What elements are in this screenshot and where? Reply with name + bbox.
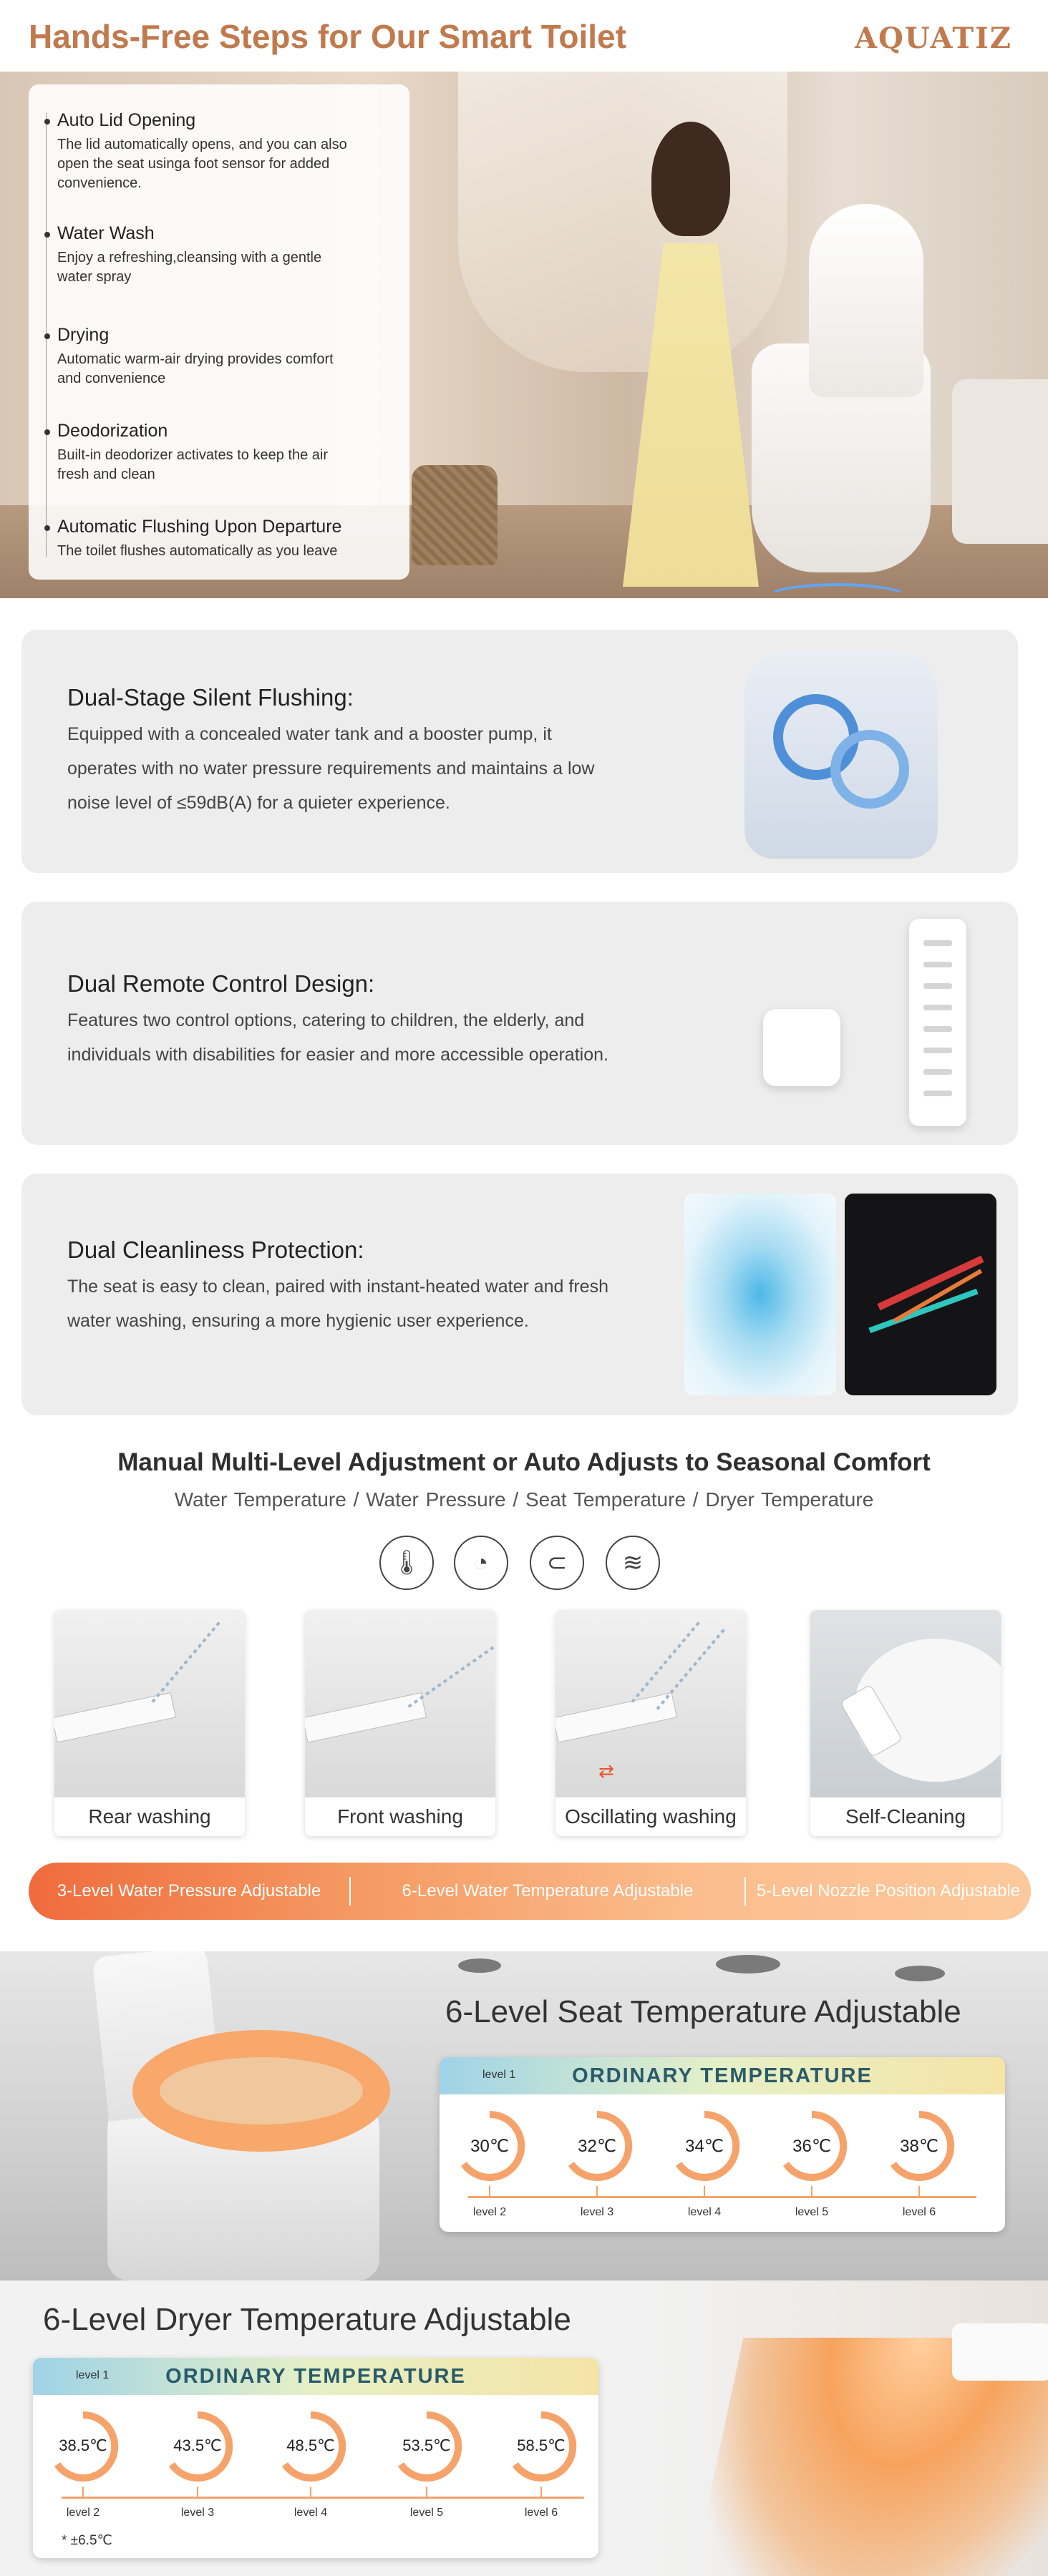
page-header <box>0 0 1048 72</box>
axis-tick <box>310 2487 311 2497</box>
axis-tick <box>426 2487 427 2497</box>
dryer-temperature-section <box>0 2280 1048 2576</box>
axis-tick <box>596 2186 598 2196</box>
level-label: level 2 <box>66 2507 100 2519</box>
pressure-gauge-icon: ◔ <box>454 1536 508 1590</box>
step-title: Drying <box>57 325 110 345</box>
basket-decoration <box>412 465 498 565</box>
step-deodorization <box>57 421 379 484</box>
temperature-value: 53.5℃ <box>402 2436 451 2454</box>
oscillating-wash-image <box>555 1610 746 1797</box>
remote-button <box>923 940 952 946</box>
wash-mode-label: Oscillating washing <box>565 1805 737 1828</box>
bullet-icon <box>44 232 50 238</box>
self-cleaning-image <box>810 1610 1001 1797</box>
temperature-value: 48.5℃ <box>286 2436 335 2454</box>
adjustment-feature-bar <box>29 1863 1031 1920</box>
oscillate-arrows-icon: ⇄ <box>598 1760 614 1782</box>
adjustment-title: Manual Multi-Level Adjustment or Auto Adjusts to Seasonal Comfort <box>117 1448 931 1476</box>
thermometer-drop-icon: 🌡 <box>379 1536 434 1590</box>
level-1-label: level 1 <box>482 2069 516 2081</box>
level-1-label: level 1 <box>76 2369 110 2381</box>
hands-free-steps-panel <box>29 84 409 580</box>
wash-mode-label: Self-Cleaning <box>845 1805 966 1828</box>
card-title: Dual Remote Control Design: <box>67 970 375 997</box>
seat-temperature-title: 6-Level Seat Temperature Adjustable <box>445 1994 961 2029</box>
seat-gauge-level-3 <box>561 2110 633 2182</box>
rock-decoration <box>895 1966 945 1981</box>
water-tank-image <box>744 651 938 859</box>
remote-button <box>923 1048 952 1053</box>
bullet-icon <box>44 333 50 339</box>
temperature-card-header <box>33 2358 598 2395</box>
spray-shape <box>654 1629 724 1712</box>
card-cleanliness <box>21 1174 1018 1415</box>
step-description: The lid automatically opens, and you can also open the seat usinga foot sensor for added convenience. <box>57 137 347 191</box>
card-description: Features two control options, catering to children, the elderly, and individuals with disabilities for easier and more accessible operation. <box>67 1010 608 1065</box>
level-label: level 5 <box>795 2206 829 2218</box>
bullet-icon <box>44 119 50 125</box>
window-decoration <box>458 72 787 372</box>
wall-remote-image <box>763 1009 840 1086</box>
temperature-value: 43.5℃ <box>173 2436 222 2454</box>
temperature-value: 58.5℃ <box>517 2436 566 2454</box>
seat-gauge-level-6 <box>883 2110 955 2182</box>
dryer-gauge-level-2 <box>47 2411 119 2482</box>
dryer-wind-icon: ≋ <box>606 1536 660 1590</box>
spray-shape <box>149 1621 220 1705</box>
dryer-gauge-level-4 <box>275 2411 346 2482</box>
nozzle-shape <box>305 1692 427 1743</box>
axis-tick <box>540 2487 542 2497</box>
axis-tick <box>197 2487 198 2497</box>
ordinary-temperature-title: ORDINARY TEMPERATURE <box>572 2064 873 2087</box>
toilet-lid-image <box>809 204 923 397</box>
seat-temperature-icon: ⊂ <box>530 1536 584 1590</box>
level-axis-line <box>468 2196 976 2198</box>
dryer-gauge-level-5 <box>391 2411 462 2482</box>
card-title: Dual Cleanliness Protection: <box>67 1236 364 1263</box>
axis-tick <box>704 2186 705 2196</box>
temperature-tolerance-note: * ±6.5℃ <box>62 2533 112 2548</box>
rock-decoration <box>716 1955 780 1974</box>
brand-logo: AQUATIZ <box>854 21 1012 55</box>
remote-button <box>923 962 952 967</box>
nozzle-position-level-label: 5-Level Nozzle Position Adjustable <box>756 1881 1021 1901</box>
front-wash-image <box>305 1610 495 1797</box>
adjustment-subtitle: Water Temperature / Water Pressure / Seat Temperature / Dryer Temperature <box>174 1488 874 1511</box>
step-description: Automatic warm-air drying provides comfort and convenience <box>57 351 334 386</box>
axis-tick <box>489 2186 490 2196</box>
temperature-value: 34℃ <box>685 2137 724 2156</box>
remote-button <box>923 1069 952 1075</box>
temperature-value: 38℃ <box>900 2137 938 2156</box>
axis-tick <box>918 2186 920 2196</box>
step-auto-flush <box>57 517 379 561</box>
dryer-gauge-level-3 <box>162 2411 233 2482</box>
pipe-shape <box>830 730 909 809</box>
step-auto-lid <box>57 110 379 193</box>
step-drying <box>57 325 379 389</box>
card-title: Dual-Stage Silent Flushing: <box>67 684 354 711</box>
nozzle-shape <box>555 1692 677 1743</box>
wash-mode-label: Rear washing <box>88 1805 211 1828</box>
card-remote-control <box>21 902 1018 1145</box>
instant-heating-image <box>845 1194 996 1395</box>
seat-temperature-card <box>440 2057 1005 2232</box>
dryer-nozzle-image <box>952 2323 1048 2381</box>
ordinary-temperature-title: ORDINARY TEMPERATURE <box>165 2365 466 2388</box>
level-label: level 2 <box>472 2206 507 2218</box>
level-label: level 4 <box>293 2507 328 2519</box>
level-label: level 6 <box>524 2507 558 2519</box>
level-label: level 4 <box>687 2206 722 2218</box>
sink-decoration <box>952 379 1048 544</box>
temperature-value: 30℃ <box>470 2137 509 2156</box>
seat-gauge-level-5 <box>776 2110 848 2182</box>
person-head <box>651 122 730 236</box>
wash-mode-self-cleaning <box>810 1610 1001 1836</box>
level-label: level 6 <box>902 2206 936 2218</box>
axis-tick <box>82 2487 84 2497</box>
level-label: level 3 <box>580 2206 614 2218</box>
card-silent-flushing <box>21 630 1018 873</box>
bullet-icon <box>44 525 50 531</box>
dryer-gauge-level-6 <box>505 2411 577 2482</box>
antibacterial-surface-image <box>684 1194 836 1395</box>
step-description: Enjoy a refreshing,cleansing with a gentle water spray <box>57 250 322 285</box>
rock-decoration <box>458 1958 501 1973</box>
temperature-value: 32℃ <box>578 2137 616 2156</box>
seat-gauge-level-4 <box>669 2110 740 2182</box>
seat-gauge-level-2 <box>454 2110 525 2182</box>
axis-tick <box>811 2186 812 2196</box>
step-water-wash <box>57 223 379 287</box>
step-title: Auto Lid Opening <box>57 110 196 130</box>
wire-shape <box>868 1289 978 1333</box>
bullet-icon <box>44 429 50 435</box>
water-temperature-level-label: 6-Level Water Temperature Adjustable <box>402 1881 694 1901</box>
card-description: The seat is easy to clean, paired with instant-heated water and fresh water washing, ensuring a more hygienic user experience. <box>67 1277 608 1331</box>
step-description: The toilet flushes automatically as you leave <box>57 543 338 559</box>
temperature-value: 38.5℃ <box>59 2436 107 2454</box>
page-title: Hands-Free Steps for Our Smart Toilet <box>29 18 626 55</box>
remote-button <box>923 1005 952 1010</box>
nozzle-shape <box>54 1692 176 1743</box>
seat-temperature-section <box>0 1951 1048 2280</box>
step-title: Water Wash <box>57 223 155 243</box>
dryer-temperature-card <box>33 2358 598 2558</box>
wash-mode-oscillating <box>555 1610 746 1836</box>
step-title: Automatic Flushing Upon Departure <box>57 517 342 537</box>
spray-shape <box>404 1646 494 1709</box>
card-description: Equipped with a concealed water tank and a booster pump, it operates with no water pressure requirements and maintains a low noise level of ≤59dB(A) for a quieter experience. <box>67 724 595 813</box>
remote-button <box>923 1091 952 1096</box>
water-pressure-level-label: 3-Level Water Pressure Adjustable <box>57 1881 321 1901</box>
temperature-card-header <box>440 2057 1005 2094</box>
step-description: Built-in deodorizer activates to keep the air fresh and clean <box>57 447 328 482</box>
level-label: level 5 <box>409 2507 444 2519</box>
remote-button <box>923 1026 952 1032</box>
dryer-temperature-title: 6-Level Dryer Temperature Adjustable <box>43 2302 571 2337</box>
remote-button <box>923 983 952 989</box>
handheld-remote-image <box>909 919 966 1126</box>
wash-mode-label: Front washing <box>337 1805 463 1828</box>
wash-mode-rear <box>54 1610 245 1836</box>
wash-mode-front <box>305 1610 495 1836</box>
temperature-value: 36℃ <box>792 2137 831 2156</box>
rear-wash-image <box>54 1610 245 1797</box>
step-title: Deodorization <box>57 421 168 441</box>
heated-seat-ring <box>132 2030 390 2152</box>
level-axis-line <box>62 2497 584 2499</box>
level-label: level 3 <box>180 2507 215 2519</box>
